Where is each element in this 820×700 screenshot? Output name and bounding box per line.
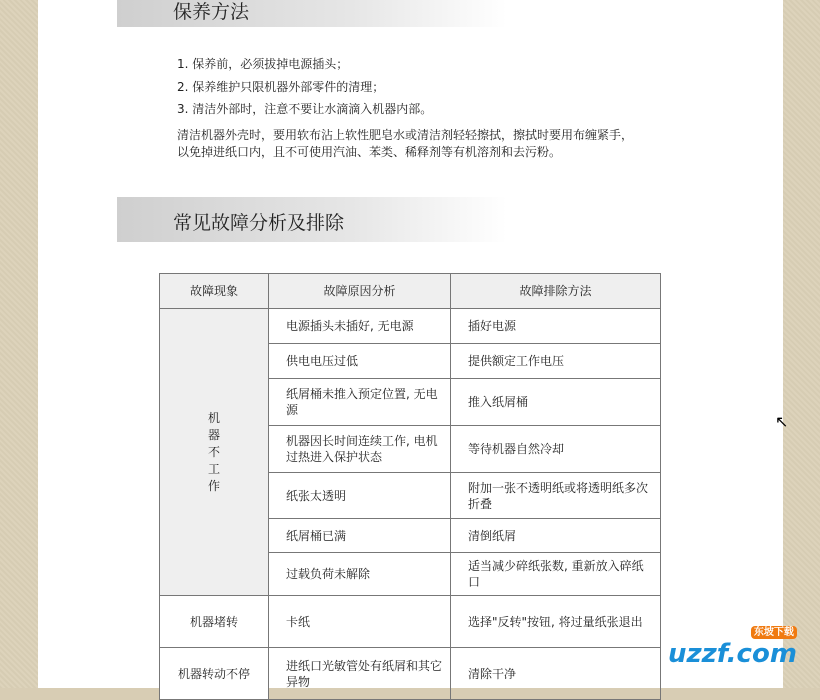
cause-cell: 供电电压过低 [269,344,451,379]
watermark-badge: 东坡下载 [751,626,797,639]
cause-cell: 纸屑桶已满 [269,519,451,553]
symptom-cell: 机器不工作 [160,309,269,596]
document-page [38,0,783,688]
solution-cell: 推入纸屑桶 [451,379,661,426]
cause-cell: 过载负荷未解除 [269,553,451,596]
paragraph-line: 清洁机器外壳时，要用软布沾上软性肥皂水或清洁剂轻轻擦拭，擦拭时要用布缠紧手， [177,128,634,142]
solution-cell: 等待机器自然冷却 [451,426,661,473]
section-title: 保养方法 [173,1,250,23]
symptom-cell: 机器转动不停 [160,648,269,700]
column-header: 故障排除方法 [451,274,661,309]
section-header [117,0,507,27]
section-header [117,197,507,242]
column-header: 故障现象 [160,274,269,309]
watermark-text: uzzf.com [668,639,797,669]
solution-cell: 适当减少碎纸张数, 重新放入碎纸口 [451,553,661,596]
section-title: 常见故障分析及排除 [173,212,345,234]
solution-cell: 附加一张不透明纸或将透明纸多次折叠 [451,473,661,519]
watermark-logo [668,626,797,669]
solution-cell: 插好电源 [451,309,661,344]
solution-cell: 选择"反转"按钮, 将过量纸张退出 [451,596,661,648]
solution-cell: 提供额定工作电压 [451,344,661,379]
paragraph-line: 以免掉进纸口内，且不可使用汽油、苯类、稀释剂等有机溶剂和去污粉。 [177,145,562,159]
symptom-cell: 机器堵转 [160,596,269,648]
cause-cell: 电源插头未插好, 无电源 [269,309,451,344]
cause-cell: 纸张太透明 [269,473,451,519]
mouse-cursor-icon: ↖ [775,412,789,431]
list-item: 2. 保养维护只限机器外部零件的清理； [177,80,385,94]
solution-cell: 清除干净 [451,648,661,700]
cause-cell: 卡纸 [269,596,451,648]
cause-cell: 进纸口光敏管处有纸屑和其它异物 [269,648,451,700]
cause-cell: 纸屑桶未推入预定位置, 无电源 [269,379,451,426]
troubleshooting-table [159,273,661,700]
solution-cell: 清倒纸屑 [451,519,661,553]
list-item: 3. 清洁外部时，注意不要让水滴滴入机器内部。 [177,102,433,116]
column-header: 故障原因分析 [269,274,451,309]
cause-cell: 机器因长时间连续工作, 电机过热进入保护状态 [269,426,451,473]
list-item: 1. 保养前，必须拔掉电源插头； [177,57,349,71]
